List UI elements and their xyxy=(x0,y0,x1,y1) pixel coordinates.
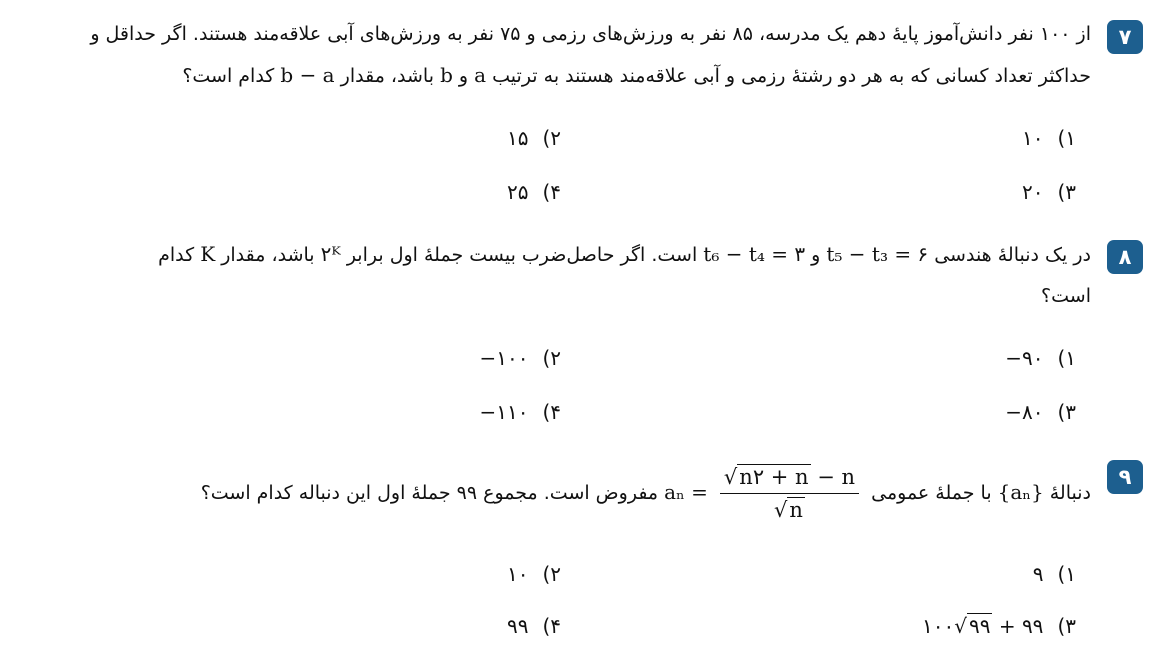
option-1[interactable]: ۱)−۹۰ xyxy=(1005,346,1076,370)
question-number-badge: ۹ xyxy=(1107,460,1143,494)
option-3[interactable]: ۳)۱۰۰√ ۹۹ + ۹۹ xyxy=(922,614,1076,638)
question-number-badge: ۷ xyxy=(1107,20,1143,54)
question-text-line: از ۱۰۰ نفر دانش‌آموز پایهٔ دهم یک مدرسه، ۸۵ نفر به ورزش‌های رزمی و ۷۵ نفر به ورزش‌های آبی علاقه‌مند هستند. اگر حداقل و xyxy=(90,23,1091,45)
question-number-badge: ۸ xyxy=(1107,240,1143,274)
option-2[interactable]: ۲)۱۰ xyxy=(506,562,561,586)
question-text-line: است؟ xyxy=(1041,285,1091,307)
question-text-line: حداکثر تعداد کسانی که به هر دو رشتهٔ رزمی و آبی علاقه‌مند هستند به ترتیب a و b باشد، مقدار b − a کدام است؟ xyxy=(182,63,1091,87)
option-1[interactable]: ۱)۹ xyxy=(1032,562,1076,586)
option-1[interactable]: ۱)۱۰ xyxy=(1021,126,1076,150)
option-3[interactable]: ۳)۲۰ xyxy=(1021,180,1076,204)
question-text: دنبالهٔ {aₙ} با جملهٔ عمومی $\frac{√n۲ + n - n}{√n}$ aₙ = مفروض است. مجموع ۹۹ جملهٔ اول این دنباله کدام است؟ xyxy=(200,465,1091,522)
general-term-fraction: $\frac{√n۲ + n - n}{√n}$ xyxy=(720,463,859,524)
question-text xyxy=(61,14,1091,97)
option-4[interactable]: ۴)۲۵ xyxy=(506,180,561,204)
option-4[interactable]: ۴)۹۹ xyxy=(506,614,561,638)
option-2[interactable]: ۲)−۱۰۰ xyxy=(479,346,561,370)
option-2[interactable]: ۲)۱۵ xyxy=(506,126,561,150)
question-text xyxy=(61,234,1091,317)
option-3[interactable]: ۳)−۸۰ xyxy=(1005,400,1076,424)
option-4[interactable]: ۴)−۱۱۰ xyxy=(479,400,561,424)
question-text-line: در یک دنبالهٔ هندسی t₅ − t₃ = ۶ و t₆ − t₄ = ۳ است. اگر حاصل‌ضرب بیست جملهٔ اول برابر ۲ᴷ باشد، مقدار K کدام xyxy=(158,242,1091,266)
